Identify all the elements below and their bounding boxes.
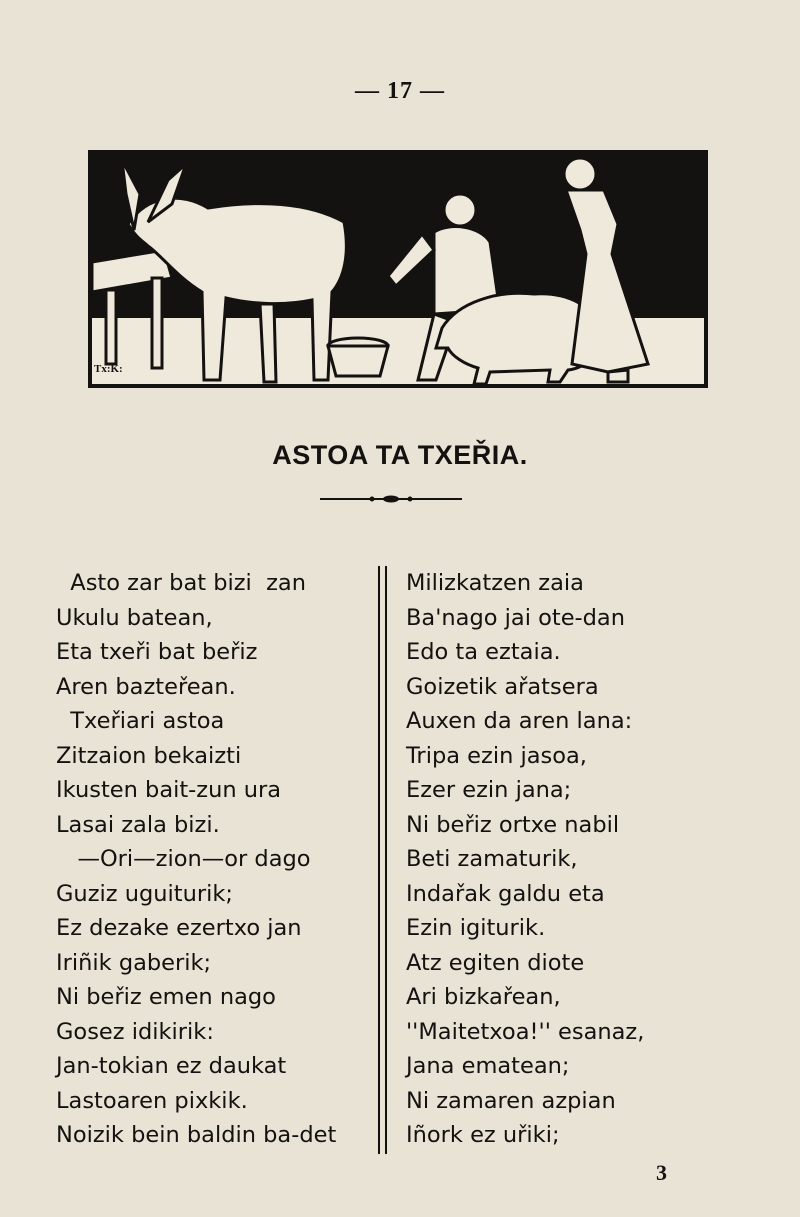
poem-line: Ni beřiz ortxe nabil bbox=[406, 811, 620, 838]
poem-line: Atz egiten diote bbox=[406, 949, 585, 976]
column-divider-line bbox=[378, 566, 380, 1154]
poem-line: —Ori—zion—or dago bbox=[56, 846, 311, 872]
poem-line: Aren bazteřean. bbox=[56, 673, 236, 700]
poem-line: Ni beřiz emen nago bbox=[56, 984, 276, 1010]
column-divider-line bbox=[385, 566, 387, 1154]
poem-line: Ez dezake ezertxo jan bbox=[56, 915, 302, 941]
poem-right-column bbox=[406, 566, 644, 1153]
poem-line: Goizetik ařatsera bbox=[406, 673, 599, 700]
poem-line: Ezer ezin jana; bbox=[406, 777, 572, 803]
poem-line: Ari bizkařean, bbox=[406, 984, 561, 1010]
donkey-pig-illustration bbox=[88, 150, 708, 388]
poem-line: Zitzaion bekaizti bbox=[56, 742, 242, 769]
poem-line: Beti zamaturik, bbox=[406, 846, 578, 872]
poem-line: Jan-tokian ez daukat bbox=[56, 1053, 287, 1079]
poem-line: Indařak galdu eta bbox=[406, 880, 605, 907]
poem-line: Milizkatzen zaia bbox=[406, 570, 584, 596]
poem-line: Tripa ezin jasoa, bbox=[406, 742, 587, 769]
poem-line: ''Maitetxoa!'' esanaz, bbox=[406, 1018, 645, 1045]
poem-line: Ezin igiturik. bbox=[406, 915, 546, 941]
poem-line: Lasai zala bizi. bbox=[56, 811, 220, 838]
poem-line: Guziz uguiturik; bbox=[56, 880, 233, 907]
poem-line: Eta txeři bat beřiz bbox=[56, 639, 258, 665]
poem-line: Lastoaren pixkik. bbox=[56, 1087, 248, 1114]
poem-line: Iriñik gaberik; bbox=[56, 949, 212, 976]
printer-signature: 3 bbox=[656, 1160, 667, 1185]
poem-line: Edo ta eztaia. bbox=[406, 639, 561, 665]
page-number: — 17 — bbox=[355, 78, 445, 104]
poem-line: Ikusten bait-zun ura bbox=[56, 777, 282, 803]
poem-line: Auxen da aren lana: bbox=[406, 708, 633, 734]
poem-line: Txeřiari astoa bbox=[56, 708, 225, 734]
poem-line: Ukulu batean, bbox=[56, 604, 213, 631]
artist-signature: Tx:K: bbox=[94, 363, 123, 375]
poem-line: Asto zar bat bizi zan bbox=[56, 570, 306, 596]
poem-line: Iñork ez uřiki; bbox=[406, 1122, 560, 1148]
poem-left-column bbox=[56, 566, 336, 1153]
poem-line: Gosez idikirik: bbox=[56, 1018, 214, 1045]
poem-line: Ni zamaren azpian bbox=[406, 1087, 616, 1114]
poem-line: Noizik bein baldin ba-det bbox=[56, 1122, 337, 1148]
poem-line: Ba'nago jai ote-dan bbox=[406, 604, 625, 631]
bucket-icon bbox=[328, 338, 388, 376]
title-ornament bbox=[320, 492, 462, 506]
poem-line: Jana ematean; bbox=[406, 1053, 570, 1079]
poem-title: ASTOA TA TXEŘIA. bbox=[272, 440, 528, 470]
